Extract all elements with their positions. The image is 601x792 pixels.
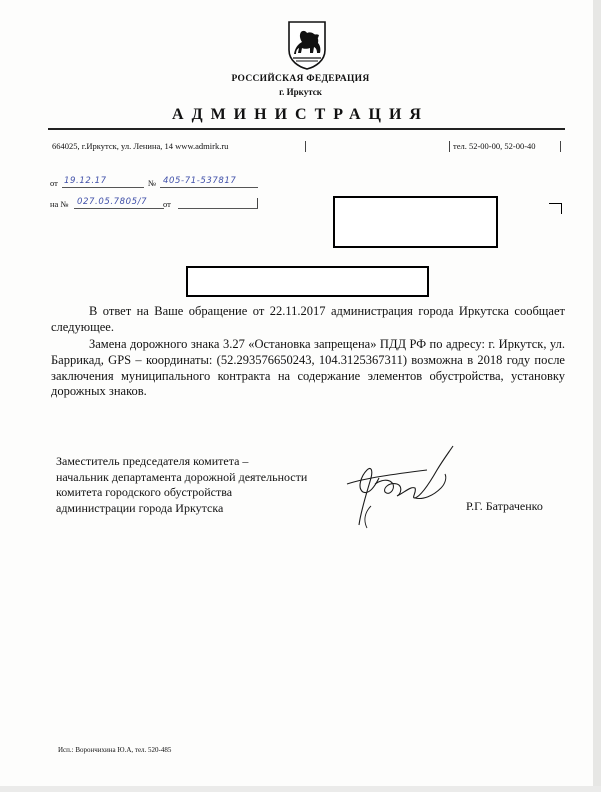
contact-separator: [560, 141, 561, 152]
field-separator: [257, 198, 258, 208]
reply-date-underline: [178, 208, 258, 209]
signatory-title-line: начальник департамента дорожной деятельности: [56, 469, 308, 484]
header-divider: [48, 128, 565, 130]
reply-number-label: на №: [50, 199, 69, 209]
signatory-title: [56, 454, 386, 516]
redacted-salutation-block: [186, 266, 429, 297]
date-value: 19.12.17: [64, 176, 107, 186]
reply-number-value: 027.05.7805/7: [77, 197, 148, 207]
contact-separator: [305, 141, 306, 152]
address-corner-mark: [549, 203, 562, 214]
reply-date-label: от: [163, 199, 171, 209]
contact-address: 664025, г.Иркутск, ул. Ленина, 14 www.admirk.ru: [52, 141, 229, 151]
signatory-title-line: администрации города Иркутска: [56, 500, 224, 515]
number-underline: [160, 187, 258, 188]
signatory-title-line: комитета городского обустройства: [56, 485, 233, 500]
redacted-recipient-block: [333, 196, 498, 248]
reply-number-underline: [74, 208, 164, 209]
contact-separator: [449, 141, 450, 152]
executor-note: Исп.: Ворончихина Ю.А, тел. 520-485: [58, 746, 172, 754]
contact-phones: тел. 52-00-00, 52-00-40: [453, 141, 536, 151]
signatory-name: Р.Г. Батраченко: [466, 499, 543, 513]
date-underline: [62, 187, 144, 188]
signatory-title-line: Заместитель председателя комитета –: [56, 454, 249, 468]
city-name: г. Иркутск: [279, 87, 322, 97]
irkutsk-coat-of-arms-icon: [286, 20, 328, 70]
country-name: РОССИЙСКАЯ ФЕДЕРАЦИЯ: [231, 74, 370, 84]
handwritten-signature: [345, 440, 457, 535]
number-value: 405-71-537817: [163, 176, 237, 186]
date-label: от: [50, 178, 58, 188]
body-paragraph: В ответ на Ваше обращение от 22.11.2017 администрация города Иркутска сообщает следующее.: [51, 304, 565, 334]
page-title: АДМИНИСТРАЦИЯ: [172, 106, 429, 123]
body-paragraph: Замена дорожного знака 3.27 «Остановка запрещена» ПДД РФ по адресу: г. Иркутск, ул. Баррикад, GPS – координаты: (52.293576650243, 104.3125367311) возможна в 2018 году после заключения муниципального контракта на содержание элементов обустройства, установку дорожных знаков.: [51, 337, 565, 399]
scan-edge-bottom: [0, 786, 601, 792]
number-label: №: [148, 178, 157, 188]
